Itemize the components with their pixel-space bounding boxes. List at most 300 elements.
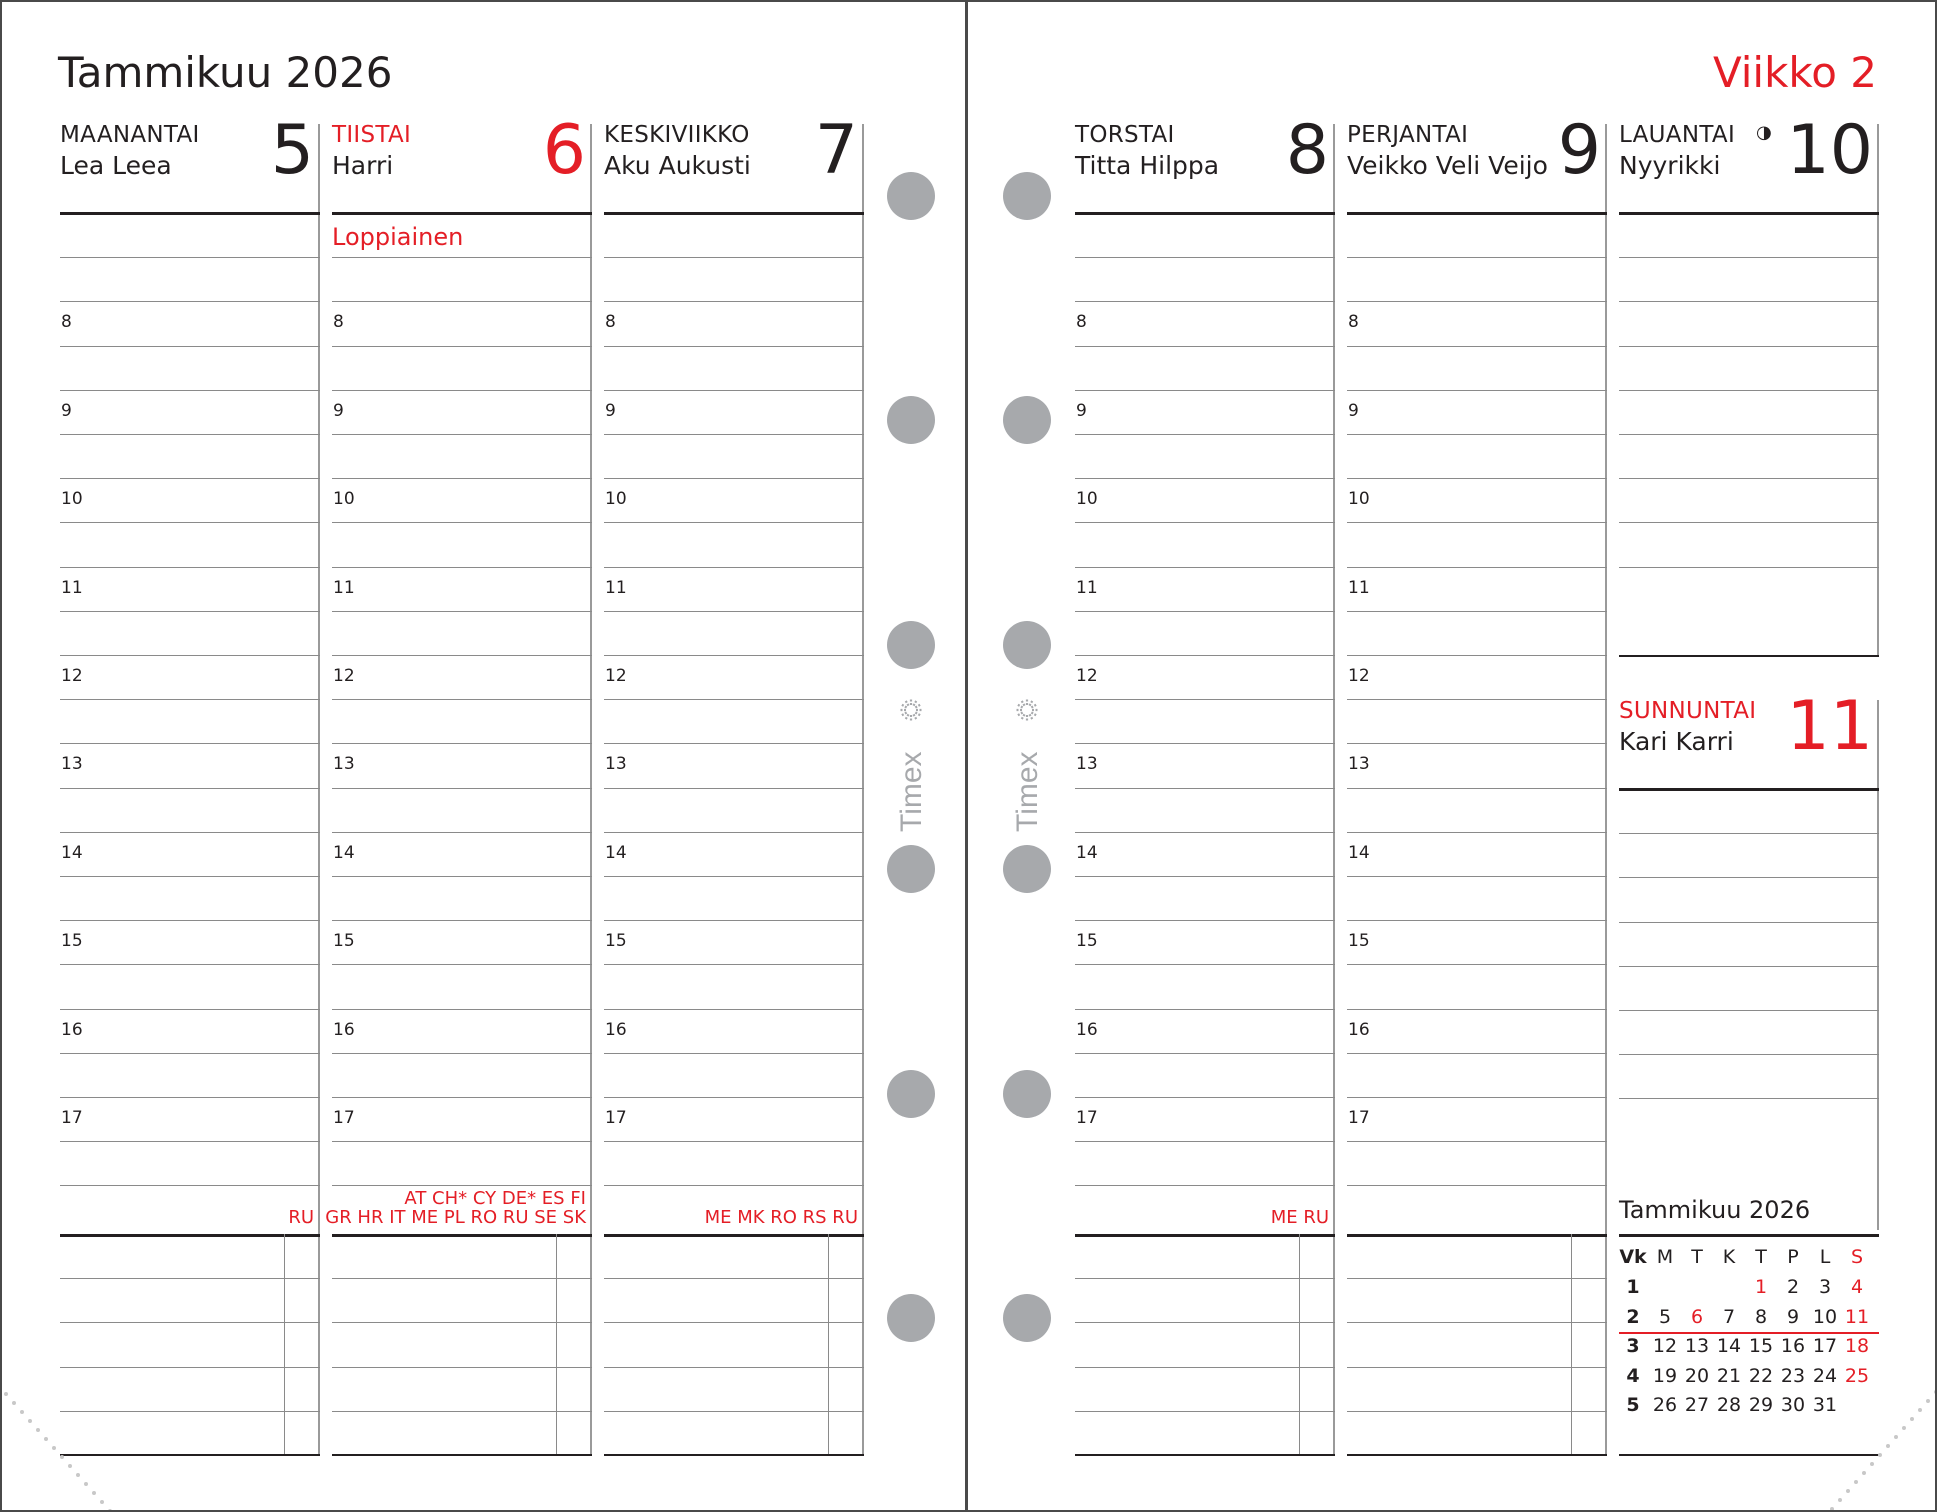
hour-rule <box>1075 788 1335 789</box>
mini-calendar-day[interactable]: 2 <box>1786 1276 1800 1298</box>
hour-label: 16 <box>61 1019 83 1040</box>
mini-calendar-day[interactable]: 18 <box>1844 1335 1870 1357</box>
right-page <box>966 0 1937 1512</box>
corner-dot <box>100 1500 104 1504</box>
mini-calendar-day[interactable]: 13 <box>1684 1335 1710 1357</box>
corner-dot <box>52 1446 56 1450</box>
corner-dot <box>1894 1435 1898 1439</box>
day-number: 8 <box>1285 111 1329 190</box>
hour-rule <box>604 257 864 258</box>
mini-calendar-header: Vk <box>1619 1246 1647 1268</box>
corner-dot <box>60 1455 64 1459</box>
day-column <box>60 111 320 1456</box>
notes-rule <box>60 1278 320 1279</box>
hour-rule <box>1075 478 1335 479</box>
flag-days: ME MK RO RS RU <box>704 1207 858 1228</box>
hour-rule <box>1347 567 1607 568</box>
hour-label: 9 <box>61 400 72 421</box>
hour-rule <box>1347 743 1607 744</box>
mini-calendar-day[interactable]: 23 <box>1780 1364 1806 1387</box>
hour-rule <box>1075 346 1335 347</box>
hour-rule <box>604 655 864 656</box>
hour-rule <box>332 390 592 391</box>
corner-dot <box>68 1464 72 1468</box>
day-name: LAUANTAI <box>1619 122 1736 148</box>
mini-calendar-day[interactable]: 15 <box>1748 1335 1774 1357</box>
hour-rule <box>332 1009 592 1010</box>
mini-calendar-week-number: 4 <box>1626 1364 1640 1387</box>
hour-rule <box>332 1053 592 1054</box>
hour-label: 12 <box>605 666 627 686</box>
hour-rule <box>1075 257 1335 258</box>
notes-divider <box>1571 1234 1572 1454</box>
mini-calendar-day[interactable]: 16 <box>1780 1335 1806 1357</box>
hour-label: 15 <box>61 931 83 952</box>
binder-hole <box>887 172 935 220</box>
hour-label: 13 <box>333 754 355 775</box>
rule <box>1619 1010 1879 1011</box>
hour-rule <box>1347 257 1607 258</box>
hour-label: 14 <box>605 842 627 863</box>
hour-rule <box>604 743 864 744</box>
mini-calendar-day[interactable]: 25 <box>1844 1364 1870 1387</box>
hour-rule <box>60 920 320 921</box>
binder-hole <box>1003 845 1051 893</box>
binder-hole <box>887 1070 935 1118</box>
mini-calendar-day[interactable]: 26 <box>1652 1394 1678 1416</box>
header-separator <box>604 212 864 215</box>
mini-calendar-week-number: 3 <box>1626 1335 1640 1357</box>
hour-rule <box>332 257 592 258</box>
hour-rule <box>332 301 592 302</box>
bottom-rule <box>604 1454 864 1456</box>
binder-hole <box>1003 621 1051 669</box>
hour-label: 16 <box>333 1019 355 1040</box>
hour-rule <box>1075 434 1335 435</box>
hour-label: 11 <box>333 577 355 598</box>
hour-rule <box>332 346 592 347</box>
mini-calendar-day[interactable]: 20 <box>1684 1364 1710 1387</box>
hour-label: 14 <box>61 842 83 863</box>
corner-dot <box>1862 1471 1866 1475</box>
hour-rule <box>1347 964 1607 965</box>
header-separator <box>1075 212 1335 215</box>
day-number: 10 <box>1786 111 1873 190</box>
hour-rule <box>604 611 864 612</box>
rule <box>1619 833 1879 834</box>
rule <box>1619 922 1879 923</box>
column-divider <box>862 124 864 1456</box>
hour-rule <box>604 788 864 789</box>
rule <box>1619 1098 1879 1099</box>
hour-rule <box>332 611 592 612</box>
notes-rule <box>60 1411 320 1412</box>
notes-separator <box>1075 1234 1335 1237</box>
mini-calendar-day[interactable]: 3 <box>1818 1276 1832 1298</box>
corner-dot <box>28 1419 32 1423</box>
hour-rule <box>1075 920 1335 921</box>
corner-dot <box>20 1410 24 1414</box>
hour-rule <box>332 876 592 877</box>
timex-logo-icon <box>887 690 935 840</box>
mini-calendar-day[interactable]: 10 <box>1812 1305 1838 1328</box>
hour-label: 15 <box>333 931 355 952</box>
mini-calendar-day[interactable]: 21 <box>1716 1364 1742 1387</box>
notes-divider <box>828 1234 829 1454</box>
mini-calendar-day[interactable]: 17 <box>1812 1335 1838 1357</box>
rule <box>1619 390 1879 391</box>
hour-rule <box>332 1097 592 1098</box>
hour-rule <box>604 1097 864 1098</box>
corner-dot <box>1902 1426 1906 1430</box>
mini-calendar-day[interactable]: 28 <box>1716 1394 1742 1416</box>
hour-rule <box>1075 611 1335 612</box>
hour-rule <box>604 832 864 833</box>
hour-rule <box>332 522 592 523</box>
mini-calendar-day[interactable]: 6 <box>1690 1305 1704 1328</box>
column-divider <box>590 124 592 1456</box>
timex-logo-icon <box>1003 690 1051 840</box>
day-name: SUNNUNTAI <box>1619 698 1757 724</box>
binder-hole <box>1003 172 1051 220</box>
notes-rule <box>1075 1367 1335 1368</box>
hour-rule <box>1347 832 1607 833</box>
day-name: MAANANTAI <box>60 122 200 148</box>
hour-rule <box>1075 699 1335 700</box>
notes-rule <box>332 1322 592 1323</box>
notes-separator <box>1347 1234 1607 1237</box>
hour-rule <box>60 788 320 789</box>
mini-calendar-header: L <box>1819 1246 1831 1268</box>
rule <box>1619 877 1879 878</box>
day-number: 7 <box>814 111 858 190</box>
hour-label: 10 <box>333 489 355 510</box>
notes-rule <box>1347 1411 1607 1412</box>
mini-calendar-day[interactable]: 27 <box>1684 1394 1710 1416</box>
notes-divider <box>284 1234 285 1454</box>
notes-rule <box>60 1322 320 1323</box>
mini-calendar-day[interactable]: 5 <box>1658 1305 1672 1328</box>
flag-days: GR HR IT ME PL RO RU SE SK <box>325 1207 586 1228</box>
hour-rule <box>1347 434 1607 435</box>
hour-label: 8 <box>1076 312 1087 333</box>
rule <box>1619 434 1879 435</box>
name-day: Veikko Veli Veijo <box>1347 151 1548 180</box>
mini-calendar-day[interactable]: 7 <box>1722 1305 1736 1328</box>
holiday-label: Loppiainen <box>332 223 464 251</box>
hour-rule <box>1347 1141 1607 1142</box>
corner-dot <box>12 1401 16 1405</box>
notes-rule <box>604 1411 864 1412</box>
hour-label: 8 <box>61 312 72 333</box>
week-title: Viikko 2 <box>1712 48 1877 97</box>
hour-label: 16 <box>1076 1019 1098 1040</box>
corner-dot <box>1838 1498 1842 1502</box>
mini-calendar-week-number: 2 <box>1626 1305 1640 1328</box>
hour-rule <box>604 964 864 965</box>
rule <box>1619 522 1879 523</box>
notes-rule <box>604 1278 864 1279</box>
hour-rule <box>60 655 320 656</box>
hour-rule <box>60 478 320 479</box>
mini-calendar-day[interactable]: 4 <box>1850 1276 1864 1298</box>
hour-rule <box>60 434 320 435</box>
rule <box>1619 257 1879 258</box>
hour-rule <box>1347 1097 1607 1098</box>
mini-calendar-week-number: 5 <box>1626 1394 1640 1416</box>
header-separator <box>1619 788 1879 791</box>
hour-rule <box>332 478 592 479</box>
bottom-rule <box>60 1454 320 1456</box>
hour-label: 8 <box>1348 312 1359 333</box>
column-divider <box>1333 124 1335 1456</box>
hour-rule <box>604 920 864 921</box>
mini-calendar-day[interactable]: 12 <box>1652 1335 1678 1357</box>
hour-rule <box>60 611 320 612</box>
mini-calendar-header: M <box>1656 1246 1674 1268</box>
hour-rule <box>1075 832 1335 833</box>
hour-rule <box>1347 478 1607 479</box>
hour-label: 9 <box>605 400 616 421</box>
hour-rule <box>332 788 592 789</box>
notes-rule <box>1347 1322 1607 1323</box>
notes-rule <box>332 1411 592 1412</box>
day-name: TORSTAI <box>1075 122 1175 148</box>
mini-calendar-title: Tammikuu 2026 <box>1619 1196 1811 1224</box>
mini-calendar <box>1619 1248 1879 1448</box>
hour-rule <box>604 346 864 347</box>
hour-rule <box>1075 1009 1335 1010</box>
flag-days: RU <box>288 1207 314 1228</box>
hour-label: 17 <box>605 1108 627 1128</box>
header-separator <box>332 212 592 215</box>
hour-label: 12 <box>1348 666 1370 686</box>
mini-calendar-day[interactable]: 1 <box>1754 1276 1768 1298</box>
day-number: 11 <box>1786 687 1873 766</box>
hour-rule <box>332 699 592 700</box>
hour-rule <box>1075 743 1335 744</box>
hour-rule <box>1075 522 1335 523</box>
hour-rule <box>60 1053 320 1054</box>
day-number: 5 <box>270 111 314 190</box>
rule <box>1619 478 1879 479</box>
hour-rule <box>604 478 864 479</box>
hour-rule <box>1347 699 1607 700</box>
hour-label: 13 <box>1076 754 1098 775</box>
hour-label: 13 <box>605 754 627 775</box>
mini-calendar-bottom <box>1619 1454 1879 1456</box>
notes-rule <box>1075 1411 1335 1412</box>
binder-hole <box>887 1294 935 1342</box>
binder-hole <box>887 845 935 893</box>
mini-calendar-day[interactable]: 19 <box>1652 1364 1678 1387</box>
hour-rule <box>604 1141 864 1142</box>
corner-dot <box>1910 1417 1914 1421</box>
notes-separator <box>604 1234 864 1237</box>
name-day: Harri <box>332 151 394 180</box>
binder-hole <box>1003 1070 1051 1118</box>
hour-rule <box>1347 1009 1607 1010</box>
corner-dot <box>1886 1444 1890 1448</box>
hour-label: 9 <box>333 400 344 421</box>
mini-calendar-day[interactable]: 22 <box>1748 1364 1774 1387</box>
hour-label: 14 <box>1076 842 1098 863</box>
hour-rule <box>604 876 864 877</box>
rule <box>1619 1054 1879 1055</box>
hour-label: 16 <box>605 1019 627 1040</box>
day-column <box>1347 111 1607 1456</box>
notes-separator <box>332 1234 592 1237</box>
hour-rule <box>1075 1185 1335 1186</box>
corner-dot <box>1854 1480 1858 1484</box>
notes-divider <box>1299 1234 1300 1454</box>
mini-calendar-header: T <box>1755 1246 1767 1268</box>
hour-rule <box>1347 346 1607 347</box>
hour-rule <box>1075 1053 1335 1054</box>
hour-rule <box>604 522 864 523</box>
brand-name: Timex <box>895 751 928 832</box>
hour-label: 11 <box>605 577 627 598</box>
hour-rule <box>1075 1097 1335 1098</box>
hour-label: 11 <box>1076 577 1098 598</box>
hour-rule <box>1075 567 1335 568</box>
hour-rule <box>604 1053 864 1054</box>
name-day: Nyyrikki <box>1619 151 1721 180</box>
notes-rule <box>604 1322 864 1323</box>
hour-rule <box>332 832 592 833</box>
hour-label: 14 <box>1348 842 1370 863</box>
binder-hole <box>887 396 935 444</box>
hour-label: 14 <box>333 842 355 863</box>
hour-rule <box>604 1185 864 1186</box>
corner-dot <box>1918 1408 1922 1412</box>
hour-label: 17 <box>333 1108 355 1128</box>
rule <box>1619 966 1879 967</box>
hour-rule <box>60 390 320 391</box>
hour-label: 17 <box>1348 1108 1370 1128</box>
mini-calendar-day[interactable]: 8 <box>1754 1305 1768 1328</box>
hour-rule <box>332 567 592 568</box>
mini-calendar-day[interactable]: 31 <box>1812 1394 1838 1416</box>
hour-rule <box>604 1009 864 1010</box>
hour-rule <box>1347 920 1607 921</box>
notes-rule <box>1347 1367 1607 1368</box>
rule <box>1619 346 1879 347</box>
hour-rule <box>332 434 592 435</box>
mini-calendar-day[interactable]: 9 <box>1786 1305 1800 1328</box>
corner-dot <box>1846 1489 1850 1493</box>
day-column <box>604 111 864 1456</box>
corner-dot <box>36 1428 40 1432</box>
hour-rule <box>60 1097 320 1098</box>
notes-rule <box>1075 1322 1335 1323</box>
day-number: 6 <box>542 111 586 190</box>
day-name: KESKIVIIKKO <box>604 122 750 148</box>
notes-rule <box>332 1278 592 1279</box>
day-column <box>325 111 592 1456</box>
month-title: Tammikuu 2026 <box>58 48 393 97</box>
hour-rule <box>332 1141 592 1142</box>
hour-rule <box>1347 611 1607 612</box>
flag-days: ME RU <box>1270 1207 1329 1228</box>
mini-calendar-header: T <box>1691 1246 1703 1268</box>
mini-calendar-week-number: 1 <box>1626 1276 1640 1298</box>
day-name: PERJANTAI <box>1347 122 1469 148</box>
hour-rule <box>332 743 592 744</box>
name-day: Kari Karri <box>1619 727 1734 756</box>
hour-rule <box>60 522 320 523</box>
weekend-column <box>1619 111 1879 1456</box>
header-separator <box>60 212 320 215</box>
corner-dot <box>1878 1453 1882 1457</box>
binder-hole <box>1003 396 1051 444</box>
hour-rule <box>1075 390 1335 391</box>
hour-rule <box>60 1141 320 1142</box>
column-divider <box>1605 124 1607 1456</box>
hour-rule <box>60 964 320 965</box>
hour-rule <box>604 699 864 700</box>
hour-label: 15 <box>605 931 627 952</box>
corner-dot <box>1830 1507 1834 1511</box>
hour-rule <box>1347 876 1607 877</box>
notes-divider <box>556 1234 557 1454</box>
current-week-underline <box>1619 1332 1879 1334</box>
mini-calendar-header: K <box>1722 1246 1736 1268</box>
hour-rule <box>60 257 320 258</box>
mini-calendar-day[interactable]: 29 <box>1748 1394 1774 1416</box>
corner-dot <box>4 1392 8 1396</box>
notes-rule <box>1075 1278 1335 1279</box>
hour-rule <box>1075 876 1335 877</box>
notes-rule <box>332 1367 592 1368</box>
mini-calendar-day[interactable]: 11 <box>1844 1305 1870 1328</box>
hour-rule <box>60 832 320 833</box>
column-divider <box>318 124 320 1456</box>
mini-calendar-day[interactable]: 14 <box>1716 1335 1742 1357</box>
brand-logo <box>887 690 935 840</box>
corner-dot <box>1870 1462 1874 1466</box>
hour-label: 11 <box>61 577 83 598</box>
hour-rule <box>60 567 320 568</box>
mini-calendar-day[interactable]: 30 <box>1780 1394 1806 1416</box>
mini-calendar-header: P <box>1787 1246 1799 1268</box>
hour-label: 9 <box>1076 400 1087 421</box>
hour-rule <box>60 346 320 347</box>
hour-rule <box>1075 655 1335 656</box>
hour-label: 8 <box>333 312 344 333</box>
binder-hole <box>887 621 935 669</box>
hour-rule <box>1075 964 1335 965</box>
mini-calendar-day[interactable]: 24 <box>1812 1364 1838 1387</box>
hour-rule <box>332 920 592 921</box>
corner-dot <box>76 1473 80 1477</box>
brand-logo <box>1003 690 1051 840</box>
hour-label: 10 <box>605 489 627 510</box>
hour-rule <box>332 655 592 656</box>
moon-phase-icon: ◑ <box>1756 122 1772 143</box>
day-name: TIISTAI <box>332 122 412 148</box>
hour-rule <box>1075 301 1335 302</box>
hour-label: 10 <box>1348 489 1370 510</box>
corner-dot <box>92 1491 96 1495</box>
header-separator <box>1347 212 1607 215</box>
corner-dot <box>44 1437 48 1441</box>
hour-label: 17 <box>1076 1108 1098 1128</box>
hour-rule <box>60 1009 320 1010</box>
hour-label: 15 <box>1076 931 1098 952</box>
hour-rule <box>1347 788 1607 789</box>
hour-label: 12 <box>61 666 83 686</box>
